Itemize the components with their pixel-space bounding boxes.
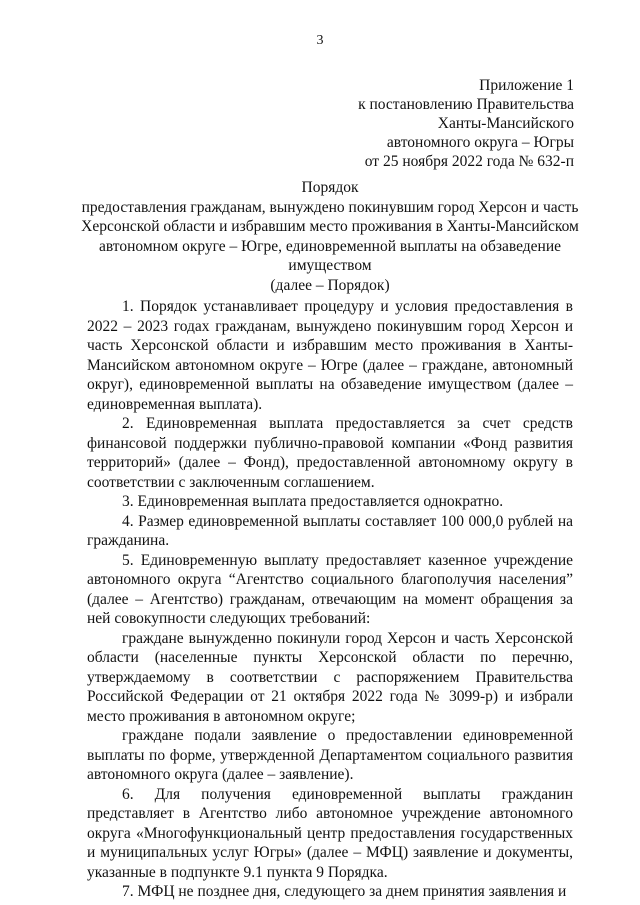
title-line: имуществом <box>288 257 372 274</box>
paragraph-4: 4. Размер единовременной выплаты составляет 100 000,0 рублей на гражданина. <box>87 512 573 549</box>
appendix-line: к постановлению Правительства <box>358 96 574 113</box>
title-line: Херсонской области и избравшим место проживания в Ханты-Мансийском <box>81 218 579 235</box>
paragraph-5-requirement-1: граждане вынужденно покинули город Херсон и часть Херсонской области (населенные пункты Херсонской области по перечню, утверждаемому в соответствии с распоряжением Правительства Российской Федерации от 21 октября 2022 года № 3099-р) и избрали место проживания в автономном округе; <box>87 629 573 725</box>
appendix-line: Ханты-Мансийского <box>437 115 574 132</box>
appendix-block <box>314 76 574 171</box>
paragraph-6: 6. Для получения единовременной выплаты гражданин представляет в Агентство либо автономное учреждение автономного округа «Многофункциональный центр предоставления государственных и муниципальных услуг Югры» (далее – МФЦ) заявление и документы, указанные в подпункте 9.1 пункта 9 Порядка. <box>87 785 573 881</box>
title-line: (далее – Порядок) <box>270 276 390 294</box>
title-heading: Порядок <box>301 179 359 196</box>
paragraph-7: 7. МФЦ не позднее дня, следующего за днем принятия заявления и <box>122 883 567 900</box>
paragraph-1: 1. Порядок устанавливает процедуру и условия предоставления в 2022 – 2023 годах гражданам, вынуждено покинувшим город Херсон и часть Херсонской области и избравшим место проживания в Ханты-Мансийском автономном округе – Югре (далее – граждане, автономный округ), единовременной выплаты на обзаведение имуществом (далее – единовременная выплата). <box>87 298 573 413</box>
document-title <box>60 178 600 295</box>
page-number: 3 <box>316 33 324 48</box>
appendix-line: Приложение 1 <box>479 77 574 94</box>
paragraph-3: 3. Единовременная выплата предоставляется однократно. <box>122 493 504 510</box>
paragraph-5: 5. Единовременную выплату предоставляет казенное учреждение автономного округа “Агентство социального благополучия населения” (далее – Агентство) гражданам, отвечающим на момент обращения за ней совокупности следующих требований: <box>87 551 573 627</box>
paragraph-2: 2. Единовременная выплата предоставляется за счет средств финансовой поддержки публично-правовой компании «Фонд развития территорий» (далее – Фонд), предоставленной автономному округу в соответствии с заключенным соглашением. <box>87 415 573 491</box>
appendix-line: автономного округа – Югры <box>386 134 574 151</box>
document-body <box>87 297 573 902</box>
appendix-line: от 25 ноября 2022 года № 632-п <box>364 153 574 170</box>
paragraph-5-requirement-2: граждане подали заявление о предоставлении единовременной выплаты по форме, утвержденной Департаментом социального развития автономного округа (далее – заявление). <box>87 727 573 783</box>
title-line: автономном округе – Югре, единовременной выплаты на обзаведение <box>98 237 562 255</box>
title-line: предоставления гражданам, вынуждено покинувшим город Херсон и часть <box>81 198 579 216</box>
